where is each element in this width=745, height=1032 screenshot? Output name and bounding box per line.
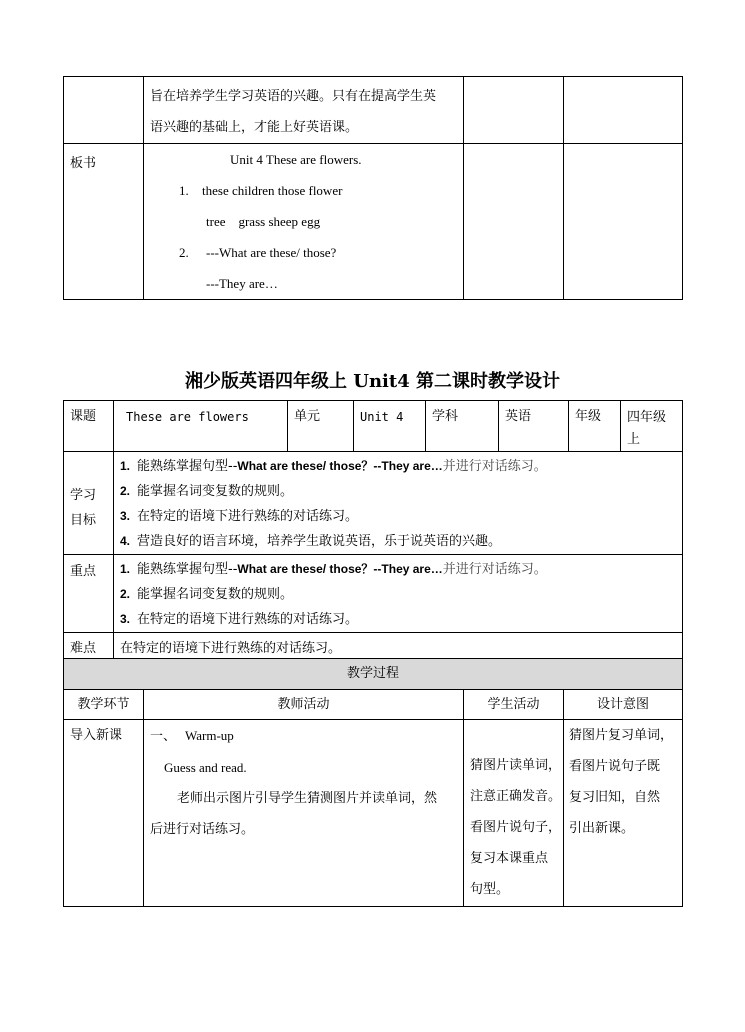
difficulty-label: 难点 <box>64 633 114 660</box>
key-point-item: 2. 能掌握名词变复数的规则。 <box>120 587 294 602</box>
board-item-2-line-1: ---What are these/ those? <box>206 245 337 260</box>
warmup-heading: 一、 Warm-up <box>150 728 234 744</box>
board-title: Unit 4 These are flowers. <box>230 152 362 167</box>
teaching-process-table <box>63 658 683 907</box>
grade-value: 四年级上 <box>621 401 683 452</box>
process-band: 教学过程 <box>64 659 683 690</box>
design-intent-cell: 猜图片复习单词， 看图片说句子既 复习旧知，自然 引出新课。 <box>564 720 683 907</box>
board-item-1-num: 1. <box>179 183 189 198</box>
difficulty-text: 在特定的语境下进行熟练的对话练习。 <box>114 633 683 660</box>
teacher-paragraph-line-2: 后进行对话练习。 <box>150 822 255 837</box>
teacher-activity-cell <box>144 720 464 907</box>
empty-cell <box>464 144 564 300</box>
unit-label: 单元 <box>288 401 354 452</box>
document-title: 湘少版英语四年级上 Unit4 第二课时教学设计 <box>185 371 560 392</box>
objective-item: 3. 在特定的语境下进行熟练的对话练习。 <box>120 509 359 524</box>
student-activity-cell: 猜图片读单词， 注意正确发音。 看图片说句子， 复习本课重点 句型。 <box>464 720 564 907</box>
lesson-info-table <box>63 400 683 660</box>
objectives-label-text: 学习目标 <box>70 488 97 528</box>
objectives-cell <box>114 452 683 555</box>
board-item-1-line-1: these children those flower <box>202 183 343 198</box>
header-student: 学生活动 <box>464 690 564 720</box>
empty-cell <box>64 77 144 144</box>
empty-cell <box>464 77 564 144</box>
subject-value: 英语 <box>499 401 569 452</box>
board-item-2-line-2: ---They are… <box>206 276 278 291</box>
continued-line-2: 语兴趣的基础上，才能上好英语课。 <box>150 120 359 135</box>
objectives-label <box>64 452 114 555</box>
continued-paragraph <box>144 77 464 144</box>
board-item-2 <box>144 237 463 268</box>
key-point-item: 1. 能熟练掌握句型--What are these/ those？--They are…并进行对话练习。 <box>120 562 547 577</box>
key-points-label: 重点 <box>64 555 114 633</box>
continued-line-1: 旨在培养学生学习英语的兴趣。只有在提高学生英 <box>150 89 437 104</box>
board-item-1 <box>144 175 463 206</box>
topic-value: These are flowers <box>114 401 288 452</box>
subject-label: 学科 <box>426 401 499 452</box>
board-content <box>144 144 464 300</box>
key-points-cell <box>114 555 683 633</box>
objectives-list <box>114 454 682 554</box>
objective-item: 4. 营造良好的语言环境，培养学生敢说英语，乐于说英语的兴趣。 <box>120 534 502 549</box>
board-item-1-line-2: tree grass sheep egg <box>206 214 321 229</box>
objective-item: 1. 能熟练掌握句型--What are these/ those？--They are…并进行对话练习。 <box>120 459 547 474</box>
header-stage: 教学环节 <box>64 690 144 720</box>
empty-cell <box>564 144 683 300</box>
stage-cell: 导入新课 <box>64 720 144 907</box>
objective-item: 2. 能掌握名词变复数的规则。 <box>120 484 294 499</box>
previous-table <box>63 76 683 300</box>
teacher-paragraph-line-1: 老师出示图片引导学生猜测图片并读单词，然 <box>177 791 438 806</box>
unit-value: Unit 4 <box>354 401 426 452</box>
header-teacher: 教师活动 <box>144 690 464 720</box>
key-point-item: 3. 在特定的语境下进行熟练的对话练习。 <box>120 612 359 627</box>
grade-label: 年级 <box>569 401 621 452</box>
empty-cell <box>564 77 683 144</box>
key-points-list <box>114 557 682 632</box>
warmup-subheading: Guess and read. <box>164 760 247 775</box>
header-intent: 设计意图 <box>564 690 683 720</box>
topic-label: 课题 <box>64 401 114 452</box>
board-item-2-num: 2. <box>179 245 189 260</box>
board-label: 板书 <box>64 144 144 300</box>
